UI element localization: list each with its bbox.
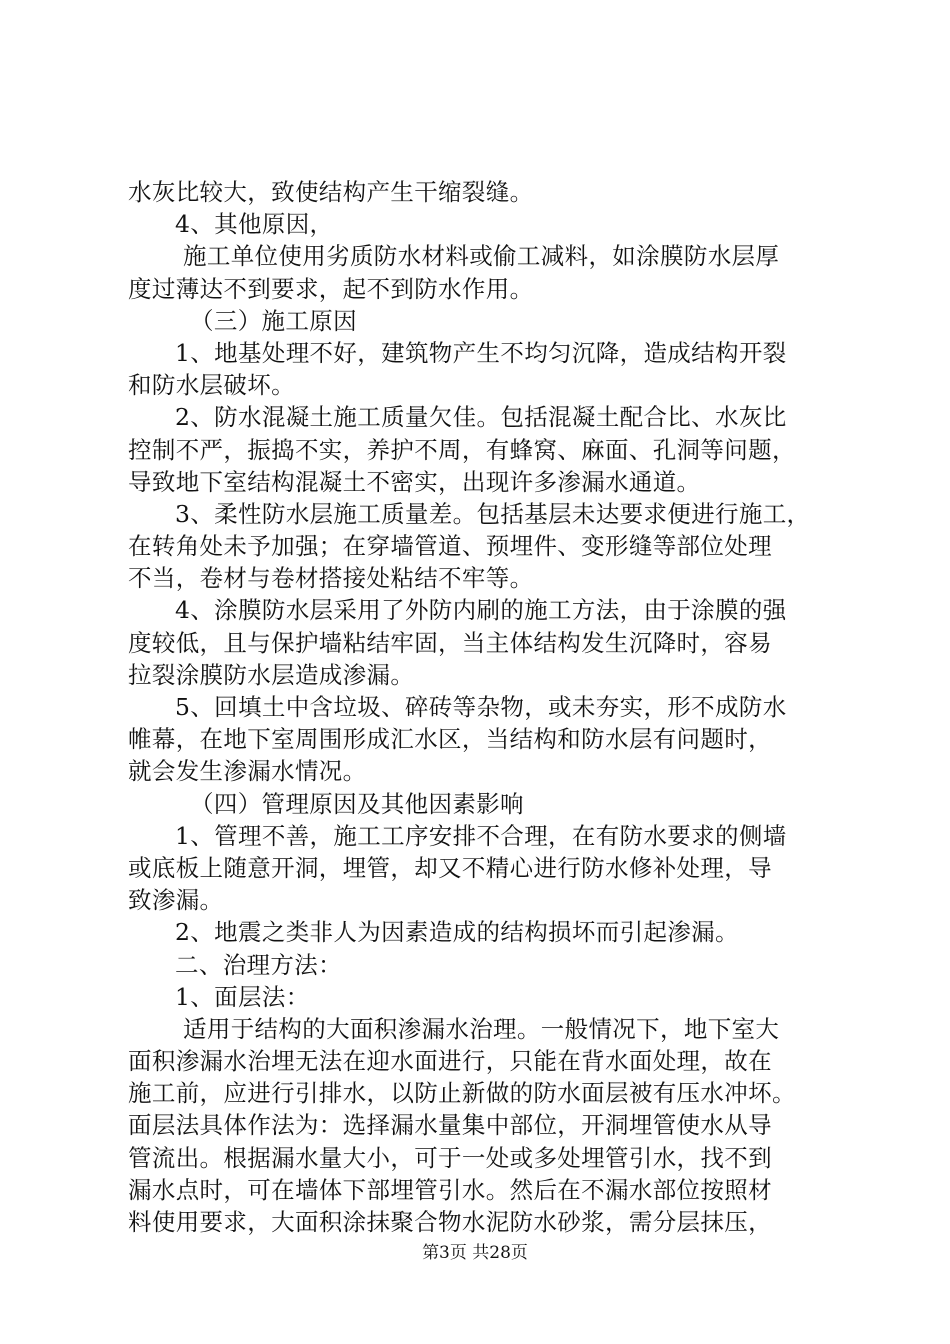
text-line: （三）施工原因 <box>190 306 357 335</box>
text-line: 不当，卷材与卷材搭接处粘结不牢等。 <box>128 564 534 593</box>
text-line: 在转角处未予加强；在穿墙管道、预埋件、变形缝等部位处理 <box>128 532 772 561</box>
text-line: 1、地基处理不好，建筑物产生不均匀沉降，造成结构开裂 <box>175 338 787 367</box>
text-line: 施工前，应进行引排水，以防止新做的防水面层被有压水冲坏。 <box>128 1079 796 1108</box>
text-line: 面积渗漏水治埋无法在迎水面进行，只能在背水面处理，故在 <box>128 1047 772 1076</box>
text-line: 或底板上随意开洞，埋管，却又不精心进行防水修补处理，导 <box>128 853 772 882</box>
document-body <box>128 176 840 1238</box>
text-line: 4、涂膜防水层采用了外防内刷的施工方法，由于涂膜的强 <box>175 596 787 625</box>
text-line: 2、地震之类非人为因素造成的结构损坏而引起渗漏。 <box>175 918 739 947</box>
text-line: 2、防水混凝土施工质量欠佳。包括混凝土配合比、水灰比 <box>175 403 787 432</box>
text-line: 施工单位使用劣质防水材料或偷工减料，如涂膜防水层厚 <box>183 242 780 271</box>
text-line: 和防水层破坏。 <box>128 371 295 400</box>
text-line: 1、面层法： <box>175 982 310 1011</box>
text-line: 拉裂涂膜防水层造成渗漏。 <box>128 660 415 689</box>
text-line: 面层法具体作法为：选择漏水量集中部位，开洞埋管使水从导 <box>128 1111 772 1140</box>
text-line: 帷幕，在地下室周围形成汇水区，当结构和防水层有问题时， <box>128 725 772 754</box>
text-line: 导致地下室结构混凝土不密实，出现许多渗漏水通道。 <box>128 467 701 496</box>
text-line: 适用于结构的大面积渗漏水治理。一般情况下，地下室大 <box>183 1014 780 1043</box>
text-line: 1、管理不善，施工工序安排不合理，在有防水要求的侧墙 <box>175 821 787 850</box>
text-line: （四）管理原因及其他因素影响 <box>190 789 524 818</box>
text-line: 就会发生渗漏水情况。 <box>128 757 367 786</box>
text-line: 水灰比较大，致使结构产生干缩裂缝。 <box>128 178 534 206</box>
text-line: 料使用要求，大面积涂抹聚合物水泥防水砂浆，需分层抹压， <box>128 1208 772 1236</box>
text-line: 管流出。根据漏水量大小，可于一处或多处埋管引水，找不到 <box>128 1143 772 1172</box>
text-line: 5、回填土中含垃圾、碎砖等杂物，或未夯实，形不成防水 <box>175 693 787 721</box>
text-line: 度较低，且与保护墙粘结牢固，当主体结构发生沉降时，容易 <box>128 628 772 657</box>
text-line: 漏水点时，可在墙体下部埋管引水。然后在不漏水部位按照材 <box>128 1175 772 1204</box>
text-line: 3、柔性防水层施工质量差。包括基层未达要求便进行施工， <box>175 499 811 528</box>
text-line: 控制不严，振捣不实，养护不周，有蜂窝、麻面、孔洞等问题， <box>128 435 796 464</box>
page-number-footer: 第3页 共28页 <box>422 1243 528 1263</box>
text-line: 度过薄达不到要求，起不到防水作用。 <box>128 274 534 303</box>
text-line: 二、治理方法： <box>175 950 342 979</box>
text-line: 4、其他原因， <box>175 210 334 239</box>
text-line: 致渗漏。 <box>128 886 224 915</box>
